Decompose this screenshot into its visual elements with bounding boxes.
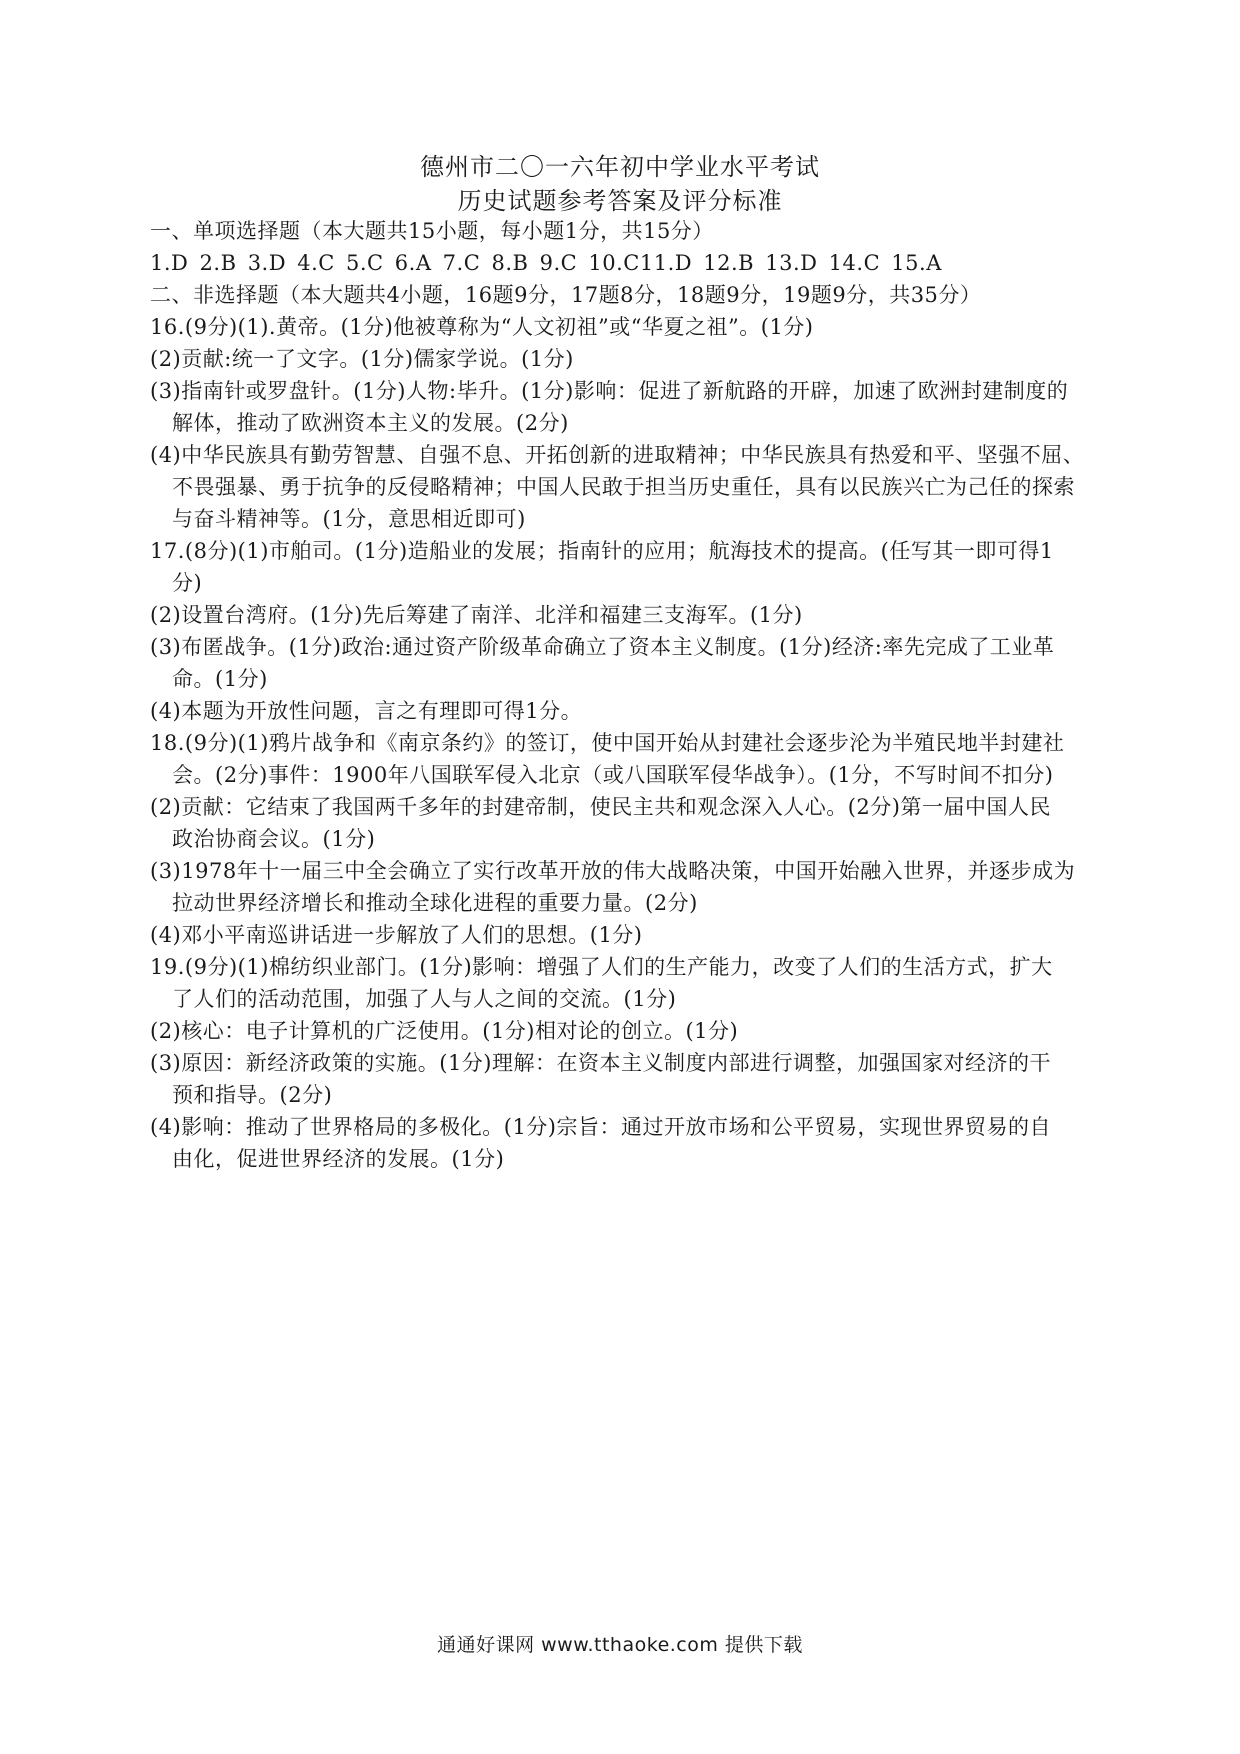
answer-line: 预和指导。(2分) — [172, 1083, 333, 1107]
answer-line: 17.(8分)(1)市舶司。(1分)造船业的发展；指南针的应用；航海技术的提高。(任写其一即可得1 — [150, 539, 1054, 563]
answer-line: (3)布匿战争。(1分)政治:通过资产阶级革命确立了资本主义制度。(1分)经济:率先完成了工业革 — [150, 635, 1055, 659]
answer-line: (2)核心：电子计算机的广泛使用。(1分)相对论的创立。(1分) — [150, 1019, 739, 1043]
title-block — [0, 150, 1240, 218]
answer-line: (3)1978年十一届三中全会确立了实行改革开放的伟大战略决策，中国开始融入世界，并逐步成为 — [150, 859, 1076, 883]
answer-line: 解体，推动了欧洲资本主义的发展。(2分) — [172, 411, 569, 435]
answer-line: 19.(9分)(1)棉纺织业部门。(1分)影响：增强了人们的生产能力，改变了人们的生活方式，扩大 — [150, 955, 1053, 979]
answer-line: 会。(2分)事件：1900年八国联军侵入北京（或八国联军侵华战争）。(1分，不写时间不扣分) — [172, 763, 1054, 787]
answer-line: 16.(9分)(1).黄帝。(1分)他被尊称为“人文初祖”或“华夏之祖”。(1分) — [150, 315, 814, 339]
answer-line: 了人们的活动范围，加强了人与人之间的交流。(1分) — [172, 987, 677, 1011]
answer-line: (3)原因：新经济政策的实施。(1分)理解：在资本主义制度内部进行调整，加强国家对经济的干 — [150, 1051, 1051, 1075]
section-heading: 二、非选择题（本大题共4小题，16题9分，17题8分，18题9分，19题9分，共35分） — [150, 283, 982, 307]
answer-line: (2)设置台湾府。(1分)先后筹建了南洋、北洋和福建三支海军。(1分) — [150, 603, 803, 627]
answer-line: (2)贡献:统一了文字。(1分)儒家学说。(1分) — [150, 347, 574, 371]
answer-line: 拉动世界经济增长和推动全球化进程的重要力量。(2分) — [172, 891, 698, 915]
answer-content — [150, 215, 1110, 1175]
answer-line: (2)贡献：它结束了我国两千多年的封建帝制，使民主共和观念深入人心。(2分)第一届中国人民 — [150, 795, 1051, 819]
answer-line: 政治协商会议。(1分) — [172, 827, 376, 851]
answer-line: 与奋斗精神等。(1分，意思相近即可) — [172, 507, 526, 531]
answer-line: (4)影响：推动了世界格局的多极化。(1分)宗旨：通过开放市场和公平贸易，实现世界贸易的自 — [150, 1115, 1051, 1139]
answer-line: 不畏强暴、勇于抗争的反侵略精神；中国人民敢于担当历史重任，具有以民族兴亡为己任的探索 — [172, 475, 1076, 499]
answer-line: (4)本题为开放性问题，言之有理即可得1分。 — [150, 699, 583, 723]
section-heading: 一、单项选择题（本大题共15小题，每小题1分，共15分） — [150, 219, 714, 243]
answer-line: 18.(9分)(1)鸦片战争和《南京条约》的签订，使中国开始从封建社会逐步沦为半殖民地半封建社 — [150, 731, 1065, 755]
document-subtitle: 历史试题参考答案及评分标准 — [457, 187, 783, 215]
choice-answers: 1.D 2.B 3.D 4.C 5.C 6.A 7.C 8.B 9.C 10.C11.D 12.B 13.D 14.C 15.A — [150, 251, 942, 275]
answer-line: (4)中华民族具有勤劳智慧、自强不息、开拓创新的进取精神；中华民族具有热爱和平、坚强不屈、 — [150, 443, 1085, 467]
answer-line: (4)邓小平南巡讲话进一步解放了人们的思想。(1分) — [150, 923, 643, 947]
document-title: 德州市二〇一六年初中学业水平考试 — [420, 153, 820, 181]
answer-line: 分) — [172, 571, 203, 595]
footer-watermark: 通通好课网 www.tthaoke.com 提供下载 — [437, 1634, 803, 1656]
answer-line: 由化，促进世界经济的发展。(1分) — [172, 1147, 505, 1171]
answer-line: 命。(1分) — [172, 667, 268, 691]
answer-line: (3)指南针或罗盘针。(1分)人物:毕升。(1分)影响：促进了新航路的开辟，加速了欧洲封建制度的 — [150, 379, 1069, 403]
